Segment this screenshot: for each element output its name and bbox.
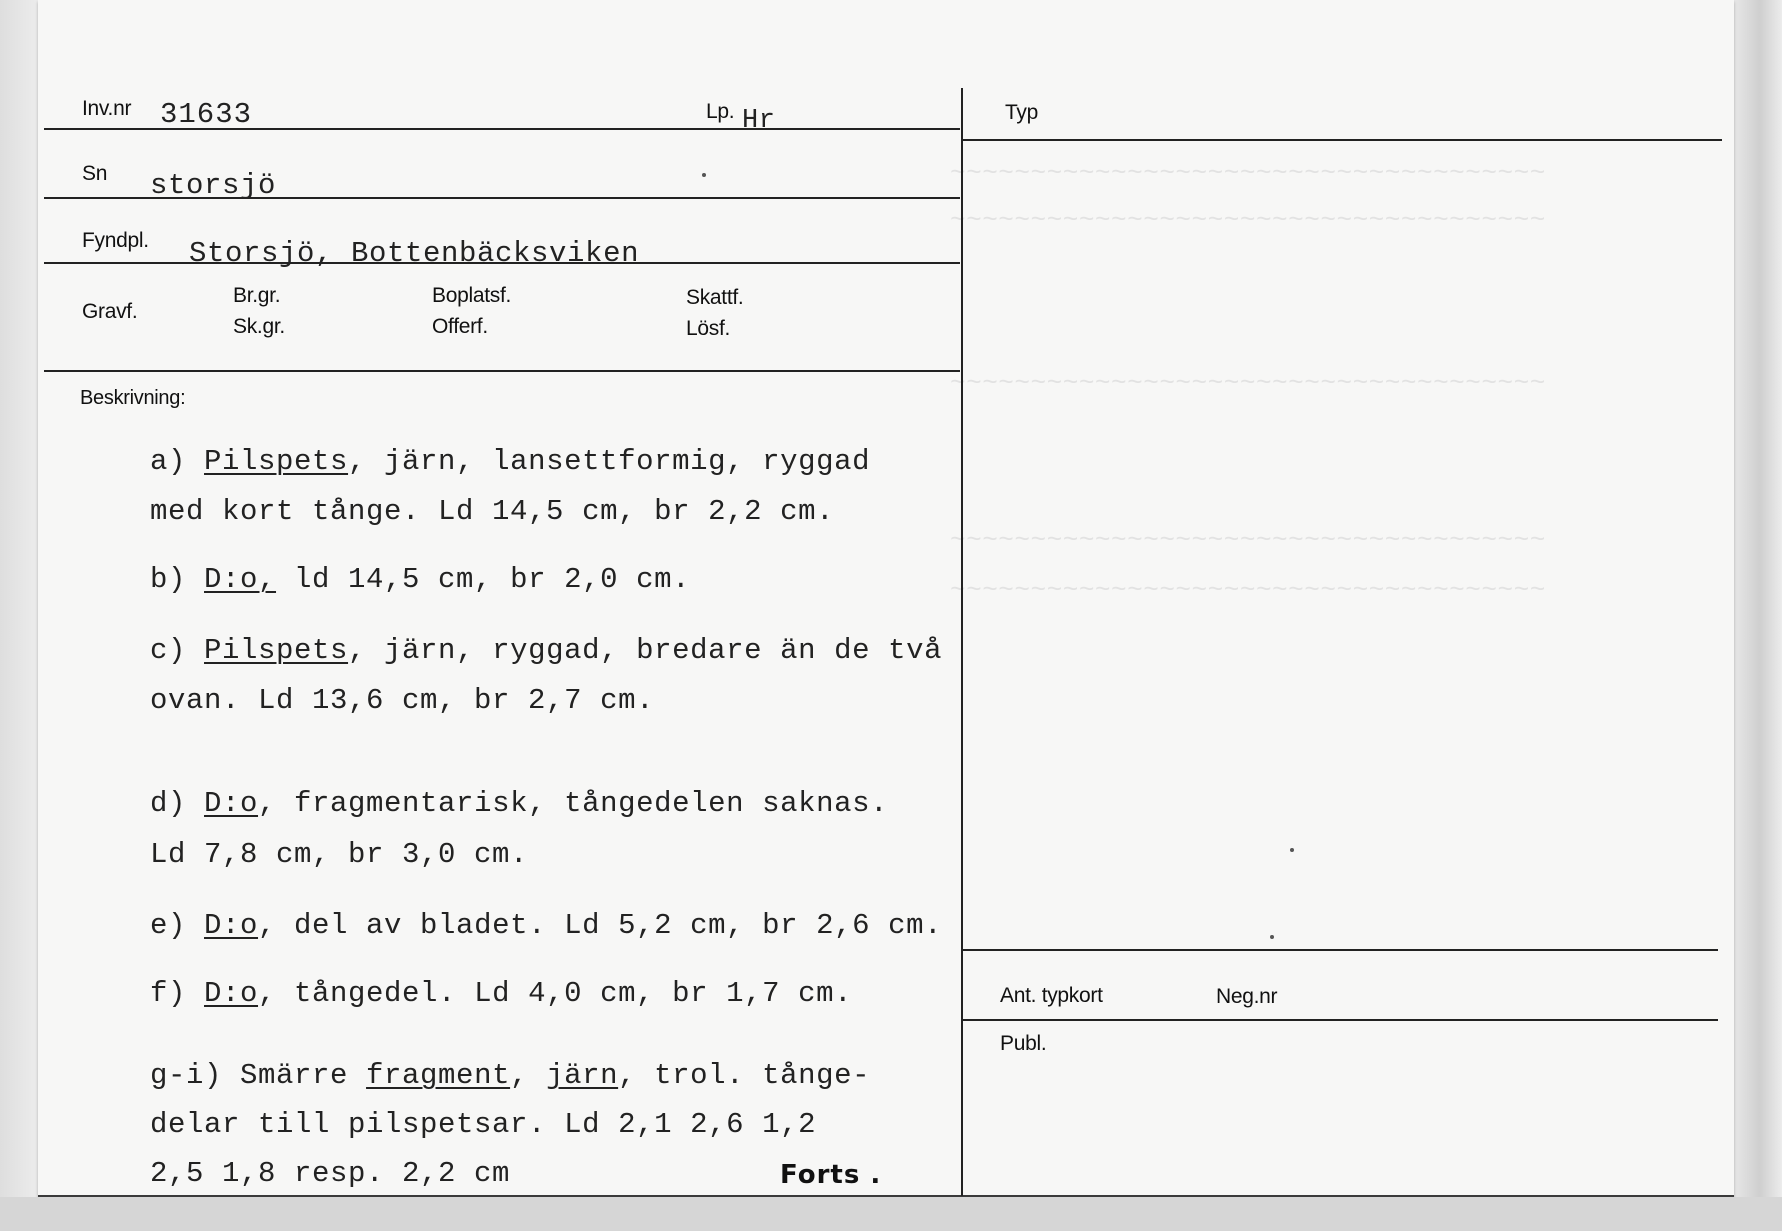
speck [702,173,706,177]
description-line: d) D:o, fragmentarisk, tångedelen saknas. [150,787,889,820]
gravf-label: Gravf. [82,300,138,323]
description-line: g-i) Smärre fragment, järn, trol. tånge- [150,1059,871,1092]
neg-nr-label: Neg.nr [1216,985,1278,1008]
forts-note: Forts . [780,1160,882,1190]
speck [1270,935,1274,939]
ant-typkort-label: Ant. typkort [1000,984,1103,1007]
losf-label: Lösf. [686,317,731,340]
fyndpl-label: Fyndpl. [82,229,149,252]
description-line: c) Pilspets, järn, ryggad, bredare än de två [150,634,943,667]
inv-nr-label: Inv.nr [82,97,132,120]
beskrivning-label: Beskrivning: [80,387,186,409]
skattf-label: Skattf. [686,286,744,309]
description-line: 2,5 1,8 resp. 2,2 cm [150,1157,511,1190]
publ-label: Publ. [1000,1032,1047,1055]
description-line: a) Pilspets, järn, lansettformig, ryggad [150,445,871,478]
inv-nr-value: 31633 [160,98,253,131]
description-line: e) D:o, del av bladet. Ld 5,2 cm, br 2,6 cm. [150,909,943,942]
column-divider [961,88,963,1196]
scan-bottom-strip [0,1197,1782,1231]
description-line: f) D:o, tångedel. Ld 4,0 cm, br 1,7 cm. [150,977,853,1010]
sn-label: Sn [82,162,108,185]
description-line: delar till pilspetsar. Ld 2,1 2,6 1,2 [150,1108,817,1141]
description-line: Ld 7,8 cm, br 3,0 cm. [150,838,529,871]
sn-value: storsjö [150,169,277,202]
bleed-through-text: ~~~~~~~~~~~~~~~~~~~~~~~~~~~~~~~~~~~~~ [950,205,1546,235]
brgr-label: Br.gr. [233,284,281,307]
rule-line [44,370,960,372]
speck [1290,848,1294,852]
description-line: med kort tånge. Ld 14,5 cm, br 2,2 cm. [150,495,835,528]
lp-value: Hr [742,106,776,136]
boplatsf-label: Boplatsf. [432,284,512,307]
description-line: ovan. Ld 13,6 cm, br 2,7 cm. [150,684,655,717]
lp-label: Lp. [706,100,735,123]
rule-line [962,1019,1718,1021]
rule-line [962,139,1722,141]
description-line: b) D:o, ld 14,5 cm, br 2,0 cm. [150,563,691,596]
bleed-through-text: ~~~~~~~~~~~~~~~~~~~~~~~~~~~~~~~~~~~~~ [950,575,1546,605]
skgr-label: Sk.gr. [233,315,285,338]
typ-label: Typ [1005,101,1038,124]
offerf-label: Offerf. [432,315,488,338]
rule-line [962,949,1718,951]
bleed-through-text: ~~~~~~~~~~~~~~~~~~~~~~~~~~~~~~~~~~~~~ [950,158,1546,188]
bleed-through-text: ~~~~~~~~~~~~~~~~~~~~~~~~~~~~~~~~~~~~~ [950,368,1546,398]
bleed-through-text: ~~~~~~~~~~~~~~~~~~~~~~~~~~~~~~~~~~~~~ [950,525,1546,555]
fyndpl-value: Storsjö, Bottenbäcksviken [189,237,640,270]
